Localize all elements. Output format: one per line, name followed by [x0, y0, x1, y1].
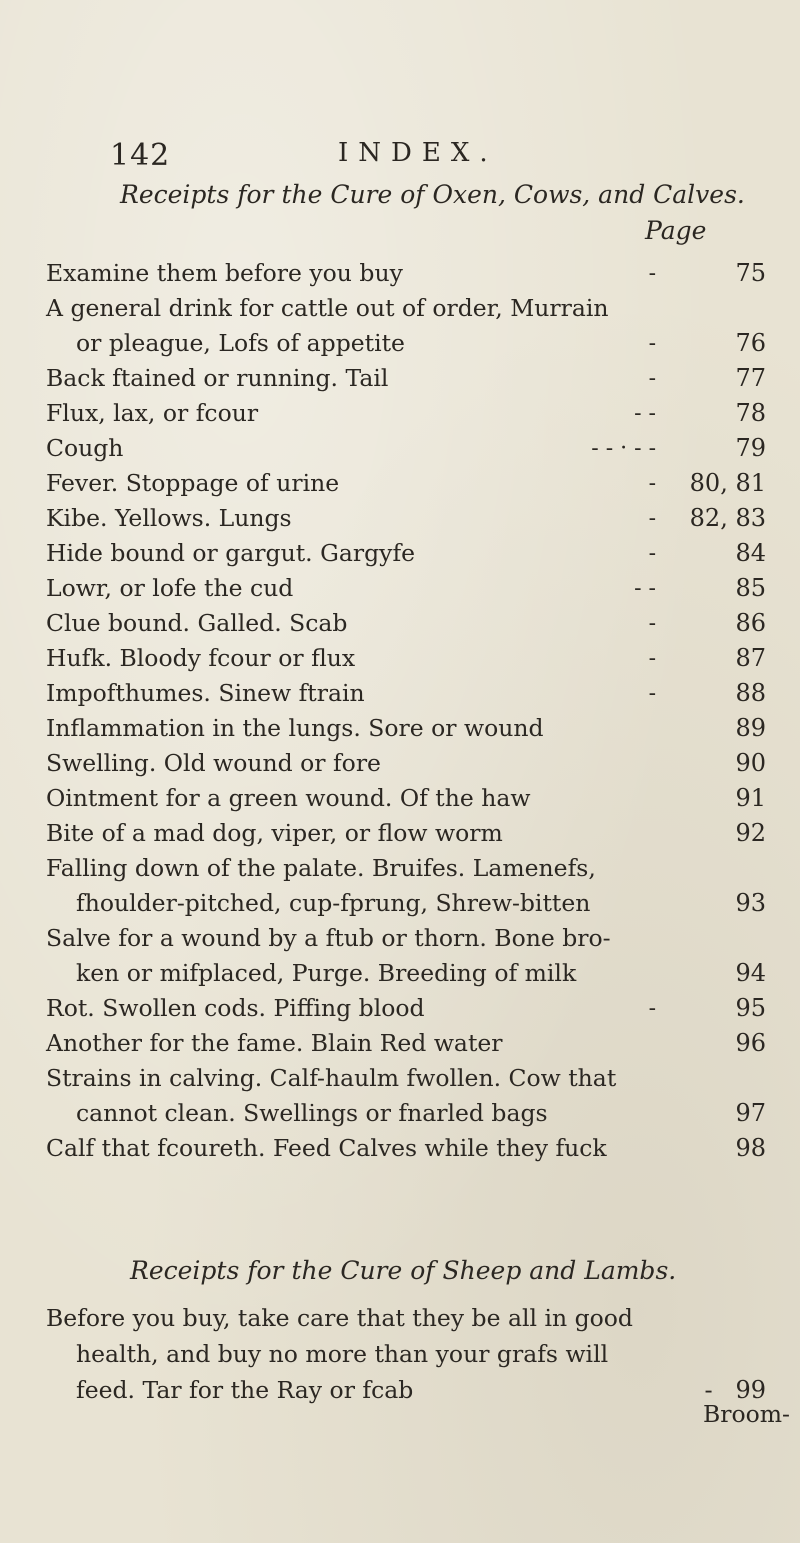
index-entry-text [46, 361, 388, 396]
index-entry-text [46, 711, 544, 746]
index-entry-line: or pleague, Lofs of appetite [76, 329, 405, 357]
index-entry [46, 606, 766, 641]
index-entry [46, 746, 766, 781]
index-entry-line: Salve for a wound by a ftub or thorn. Bone bro- [46, 924, 611, 952]
index-entry [46, 536, 766, 571]
index-page-ref: 86 [735, 609, 766, 637]
index-entry-text [46, 606, 347, 641]
index-entry-text [46, 571, 293, 606]
index-page-ref: 97 [735, 1099, 766, 1127]
sheep-line [46, 1372, 766, 1408]
index-page-ref: 93 [735, 889, 766, 917]
index-entry-line: Strains in calving. Calf-haulm fwollen. Cow that [46, 1064, 617, 1092]
index-entry-line: Fever. Stoppage of urine [46, 469, 340, 497]
index-entry-text [46, 466, 339, 501]
index-page-ref: 80, 81 [689, 469, 766, 497]
index-entry-text [46, 676, 365, 711]
index-entry-line: Examine them before you buy [46, 259, 403, 287]
leader-dash: - [648, 611, 656, 636]
index-entry [46, 1026, 766, 1061]
index-page-ref: 77 [735, 364, 766, 392]
index-entry-line: Ointment for a green wound. Of the haw [46, 784, 531, 812]
sheep-page-number: 99 [735, 1376, 766, 1404]
index-entry [46, 991, 766, 1026]
index-entry-text [46, 396, 258, 431]
index-entry-line: Cough [46, 434, 124, 462]
page-number: 142 [110, 138, 171, 173]
leader-dash: - - [634, 576, 656, 601]
index-page-ref: 95 [735, 994, 766, 1022]
index-entry [46, 361, 766, 396]
index-entry-line: fhoulder-pitched, cup-fprung, Shrew-bitten [76, 889, 591, 917]
index-entry-line: Inflammation in the lungs. Sore or wound [46, 714, 544, 742]
leader-dash: - [648, 366, 656, 391]
leader-dash: - - [634, 401, 656, 426]
index-page-ref: 84 [735, 539, 766, 567]
index-entry [46, 851, 766, 921]
index-entry-line: Back ftained or running. Tail [46, 364, 389, 392]
index-entry-line: Hide bound or gargut. Gargyfe [46, 539, 416, 567]
index-entry-line: Clue bound. Galled. Scab [46, 609, 348, 637]
index-entry [46, 501, 766, 536]
leader-dash: - [648, 331, 656, 356]
index-entry-line: Swelling. Old wound or fore [46, 749, 381, 777]
index-entry-text [46, 536, 415, 571]
index-page-ref: 78 [735, 399, 766, 427]
index-entry [46, 291, 766, 361]
index-entry [46, 256, 766, 291]
index-entry [46, 396, 766, 431]
leader-dash: - [648, 681, 656, 706]
index-page-ref: 91 [735, 784, 766, 812]
index-page-ref: 75 [735, 259, 766, 287]
index-entry-line: Flux, lax, or fcour [46, 399, 259, 427]
index-entry-line: Bite of a mad dog, viper, or flow worm [46, 819, 503, 847]
leader-dash: - [648, 261, 656, 286]
leader-dash: - [648, 506, 656, 531]
index-page-ref: 98 [735, 1134, 766, 1162]
index-entry [46, 431, 766, 466]
index-entry-line: Impofthumes. Sinew ftrain [46, 679, 365, 707]
index-page-ref: 92 [735, 819, 766, 847]
cattle-index-list [46, 256, 766, 1166]
leader-dash: - [648, 541, 656, 566]
index-entry-text [46, 746, 381, 781]
index-entry-line: Rot. Swollen cods. Piffing blood [46, 994, 425, 1022]
index-entry-line: Lowr, or lofe the cud [46, 574, 294, 602]
index-page-ref: 82, 83 [689, 504, 766, 532]
index-entry-text [46, 431, 123, 466]
index-entry-text [46, 816, 503, 851]
sheep-line: health, and buy no more than your grafs will [76, 1340, 609, 1368]
index-entry-line: cannot clean. Swellings or fnarled bags [76, 1099, 548, 1127]
index-entry-text [46, 1026, 503, 1061]
index-entry [46, 1131, 766, 1166]
index-page-ref: 94 [735, 959, 766, 987]
index-entry [46, 571, 766, 606]
index-entry-text [46, 1131, 607, 1166]
index-entry [46, 711, 766, 746]
leader-dash: - - · - - [591, 436, 656, 461]
index-page-ref: 89 [735, 714, 766, 742]
index-entry [46, 781, 766, 816]
section-title-cattle: Receipts for the Cure of Oxen, Cows, and Calves. [120, 180, 745, 209]
sheep-line: Before you buy, take care that they be all in good [46, 1304, 633, 1332]
index-page-ref: 76 [735, 329, 766, 357]
index-entry [46, 1061, 766, 1131]
index-entry [46, 641, 766, 676]
index-entry-line: Another for the fame. Blain Red water [46, 1029, 503, 1057]
catchword: Broom- [702, 1400, 790, 1428]
running-head-title: INDEX. [338, 138, 498, 168]
index-page-ref: 96 [735, 1029, 766, 1057]
index-page-ref: 85 [735, 574, 766, 602]
index-entry-text [46, 641, 355, 676]
sheep-line-text: feed. Tar for the Ray or fcab [76, 1376, 414, 1404]
index-entry [46, 676, 766, 711]
index-entry-line: ken or mifplaced, Purge. Breeding of milk [76, 959, 577, 987]
index-entry-line: Kibe. Yellows. Lungs [46, 504, 292, 532]
index-entry [46, 921, 766, 991]
index-entry-line: Calf that fcoureth. Feed Calves while they fuck [46, 1134, 607, 1162]
running-head [110, 138, 510, 178]
index-entry [46, 466, 766, 501]
index-entry-text [46, 921, 611, 991]
index-page-ref: 87 [735, 644, 766, 672]
index-entry-text [46, 851, 596, 921]
index-entry-text [46, 501, 292, 536]
page-column-label: Page [645, 216, 707, 245]
index-page-ref: 79 [735, 434, 766, 462]
index-entry-text [46, 781, 531, 816]
index-entry-line: Hufk. Bloody fcour or flux [46, 644, 356, 672]
section-title-sheep: Receipts for the Cure of Sheep and Lambs. [130, 1256, 677, 1285]
sheep-dash: - [704, 1376, 713, 1404]
index-entry-text [46, 291, 609, 361]
index-entry [46, 816, 766, 851]
index-entry-text [46, 1061, 616, 1131]
index-page-ref: 90 [735, 749, 766, 777]
index-entry-line: Falling down of the palate. Bruifes. Lamenefs, [46, 854, 596, 882]
sheep-index-list [46, 1300, 766, 1408]
index-entry-line: A general drink for cattle out of order, Murrain [46, 294, 609, 322]
leader-dash: - [648, 996, 656, 1021]
index-entry-text [46, 991, 425, 1026]
leader-dash: - [648, 646, 656, 671]
leader-dash: - [648, 471, 656, 496]
index-entry-text [46, 256, 403, 291]
index-page-ref: 88 [735, 679, 766, 707]
